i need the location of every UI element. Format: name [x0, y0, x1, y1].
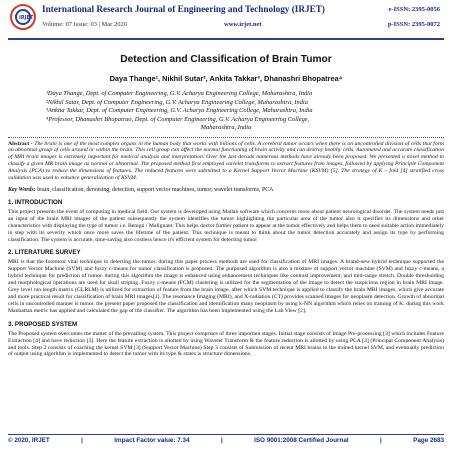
footer-separator-2: |	[220, 437, 223, 444]
affiliation-3: ³Ankita Takkar, Dept. of Computer Engineering, G.V. Acharya Engineering College, Maharashtra, India	[46, 107, 313, 114]
affiliation-4: ⁴Professor, Dhanashri Bhopatrao, Dept. of Computer Engineering, G.V. Acharya Engineering College,	[46, 115, 310, 123]
section-text-proposed-system: The Proposed system overcomes the matter of the prevailing system. This project comprises of three important stages. Initial stage consists of Image Pre-processing [3] which includes Feature Extraction [4] and have reduction [3]. Here the feature extraction is allotted by using Wavelet Transform & the feature reduction is allotted by using PCA [3] (Principal Component Analysis) and tools. Step 2 consists of coaching the kernel SVM [3] (Support Vector Machine) Step 3 consists of Submission of recent MRI brains to the trained kernel SVM, and eventually prediction of output using algorithm is implemented to detect the tumor with its type & states is structure dimensions.	[8, 330, 444, 358]
footer-impact-factor: Impact Factor value: 7.34	[114, 437, 190, 444]
divider	[8, 137, 444, 138]
journal-logo	[10, 4, 36, 30]
journal-header	[8, 0, 444, 40]
footer-page-number: Page 2683	[413, 437, 444, 444]
footer-iso: ISO 9001:2008 Certified Journal	[254, 437, 349, 444]
section-text-introduction: This project presents the event of computing in medical field. Our system is developed using Matlab software which concerns more about patient neurological disorder. The system needs just an input of the brain MRI images of the patient subsequently the system identifies the tumor highlighting the particular area of the tumor also it specifies its dimensions and other characteristics with displaying the type of tumor i.e. Benign / Malignant. This helps doctor further patient to appear at the tumor effectively and helps them to need suitable action immediately in step with its severity which once more saves the lifetime of the patient. This technique is meant to think about the tumor detection accurately and assign its type by performing classification. The system is accurate, time-saving also costless hence it's efficient system for detecting tumor	[8, 208, 444, 243]
affiliations	[8, 90, 444, 133]
journal-website[interactable]: www.irjet.net	[224, 21, 262, 28]
section-heading-proposed-system: 3. PROPOSED SYSTEM	[8, 320, 78, 328]
journal-name: International Research Journal of Engineering and Technology (IRJET)	[42, 4, 325, 14]
affiliation-2: ²Nikhil Sutar, Dept. of Computer Engineering, G.V. Acharya Engineering College, Maharashtra, India	[46, 98, 308, 106]
footer-separator-3: |	[379, 437, 382, 444]
keywords-text: brain, classification, denoising, detection, support vector machines, tumor, wavelet transforms, PCA	[37, 186, 274, 193]
section-heading-literature-survey: 2. LITERATURE SURVEY	[8, 249, 81, 257]
keywords	[8, 187, 444, 193]
section-heading-introduction: 1. INTRODUCTION	[8, 198, 63, 206]
abstract-label: Abstract -	[8, 140, 33, 147]
footer-separator-1: |	[81, 437, 83, 444]
journal-volume: Volume: 07 Issue: 03 | Mar 2020	[42, 21, 127, 28]
affiliation-4-tail: Maharashtra, India	[200, 124, 252, 131]
paper-title: Detection and Classification of Brain Tumor	[120, 54, 332, 65]
eissn: e-ISSN: 2395-0056	[388, 6, 440, 13]
page-footer	[8, 434, 444, 448]
pissn: p-ISSN: 2395-0072	[387, 21, 440, 28]
logo-text: IRJET	[19, 15, 34, 21]
abstract	[8, 141, 444, 182]
abstract-text: The brain is one of the most complex organs in the human body that works with billions of cells. A cerebral tumor occurs when there is an uncontrolled division of cells that form an abnormal group of cells around or within the brain. This cell group can affect the normal functioning of brain activity and can destroy healthy cells. Automated and accurate classification of MRI brain images is extremely important for medical analysis and interpretation. Over the last decade numerous methods have already been proposed. We presented a novel method to classify a given MR brain image as normal or abnormal. The proposed method first employed wavelet transforms to extract features from images, followed by applying Principle Component Analysis (PCA) to reduce the dimensions of features. The reduced features were submitted to a Kernel Support Vector Machine (KSVM) [5]. The strategy of K – fold [4] stratified cross validation was used to enhance generalization of KSVM.	[8, 140, 444, 182]
affiliation-1: ¹Daya Thange, Dept. of Computer Engineering, G.V. Acharya Engineering College, Maharashtra, India	[46, 90, 313, 97]
footer-copyright: © 2020, IRJET	[8, 437, 50, 444]
paper-authors: Daya Thange¹, Nikhil Sutar², Ankita Takkar³, Dhanashri Bhopatrea⁴	[109, 74, 343, 83]
keywords-label: Key Words:	[8, 186, 36, 193]
section-text-literature-survey: MRI is that the foremost vital technique in detecting the tumor. during this paper process methods are used for classification of MRI images. A brand-new hybrid technique supported the Support Vector Machine (SVM) and fuzzy c-means for tumor classification is proposed. The purposed algorithm is also a mixture of support vector machine (SVM) and fuzzy c-means, a hybrid technique for prediction of tumor. during this algorithm the image is enhanced using enhancement techniques like contrast improvement, and mid-range stretch. Double thresholding and morphological operations are used for skull striping. Fuzzy c-means (FCM) clustering is utilized for the segmentation of the image to detect the suspicious region in brain MRI image. Grey level run length matrix (GLRLM) is utilized for extraction of feature from the brain image, after which SVM technique is applied to classify the brain MRI images, which give accurate and more practical result for classification of brain MRI images[1]. The resonance Imaging (MRI), and X-radiation (CT) provides scanned images for neoplasm detection. Growth of abnormal cells in uncontrolled manner is tumor. the present paper proposed the classification and identification many neoplasm by using k-NN algorithm which relies on training of K. during this work Manhattan metric has applied and calculated the gap of the classifier. The algorithm has been implemented using the Lab View [2].	[8, 259, 444, 314]
